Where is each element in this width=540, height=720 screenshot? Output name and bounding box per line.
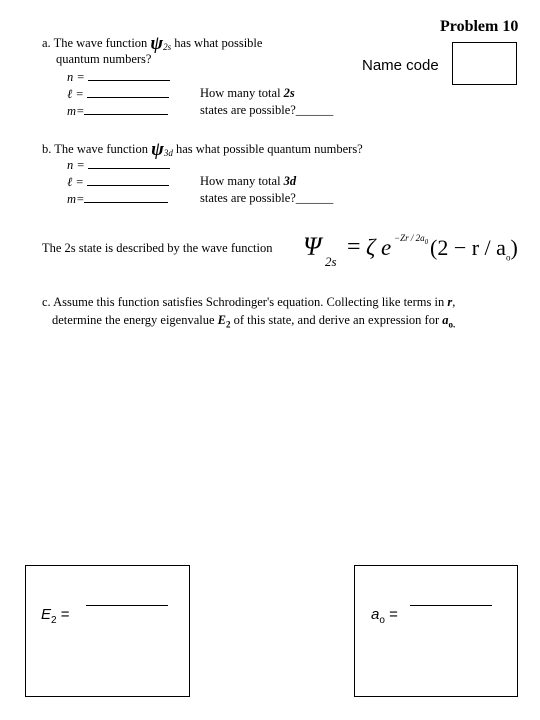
e2-answer-line[interactable] [86,605,168,606]
part-a-total-question: How many total 2s [200,86,295,100]
part-a-total-line2: states are possible?______ [200,103,334,117]
part-b-n-blank[interactable] [88,157,170,169]
eq-exponent: $-Zr / 2a_0$ [394,233,429,246]
eq-Psi-sub: 2s [325,254,337,269]
part-a-n-blank[interactable] [88,69,170,81]
part-b-question: b. The wave function $\psi_{3d}$ has what possible quantum numbers? [42,139,363,160]
e2-answer-box[interactable] [25,565,190,697]
psi-symbol: ψ [151,139,164,160]
part-b-m-blank[interactable] [84,191,168,203]
part-b-l-row: ℓ = [67,174,169,190]
a0-answer-line[interactable] [410,605,492,606]
part-b-n-row: n = [67,157,170,173]
eq-factor: $(2 - r / a_o)$ [430,235,518,263]
part-a-m-blank[interactable] [84,103,168,115]
state-description: The 2s state is described by the wave function [42,241,273,255]
name-code-box[interactable] [452,42,517,85]
e2-label: $E_2$ = [41,606,70,626]
part-b-total-line2: states are possible?______ [200,191,334,205]
part-b-l-blank[interactable] [87,174,169,186]
part-a-l-row: ℓ = [67,86,169,102]
eq-Psi: Ψ [303,232,322,261]
part-a-m-row: m= [67,103,168,119]
name-code-label: Name code [362,57,439,74]
eq-equals: = [347,234,361,260]
problem-title [440,18,518,36]
eq-e: e [381,235,392,260]
part-b-total-question: How many total 3d [200,174,297,188]
a0-label: $a_o$ = [371,606,398,626]
a0-answer-box[interactable] [354,565,518,697]
problem-number: 10 [502,18,519,35]
part-c-line1: c. Assume this function satisfies Schrodinger's equation. Collecting like terms in r, [42,295,456,309]
part-c-line2: determine the energy eigenvalue $E_2$ of this state, and derive an expression for $a_{o.}$ [52,313,456,330]
part-a-l-blank[interactable] [87,86,169,98]
problem-label: Problem [440,18,499,35]
part-a-line2: quantum numbers? [56,52,152,66]
eq-zeta: ζ [366,235,376,260]
part-b-m-row: m= [67,191,168,207]
psi-symbol: ψ [150,33,164,54]
part-a-question: a. The wave function $\psi_{2s}$ has what possible [42,33,263,54]
part-a-n-row: n = [67,69,170,85]
